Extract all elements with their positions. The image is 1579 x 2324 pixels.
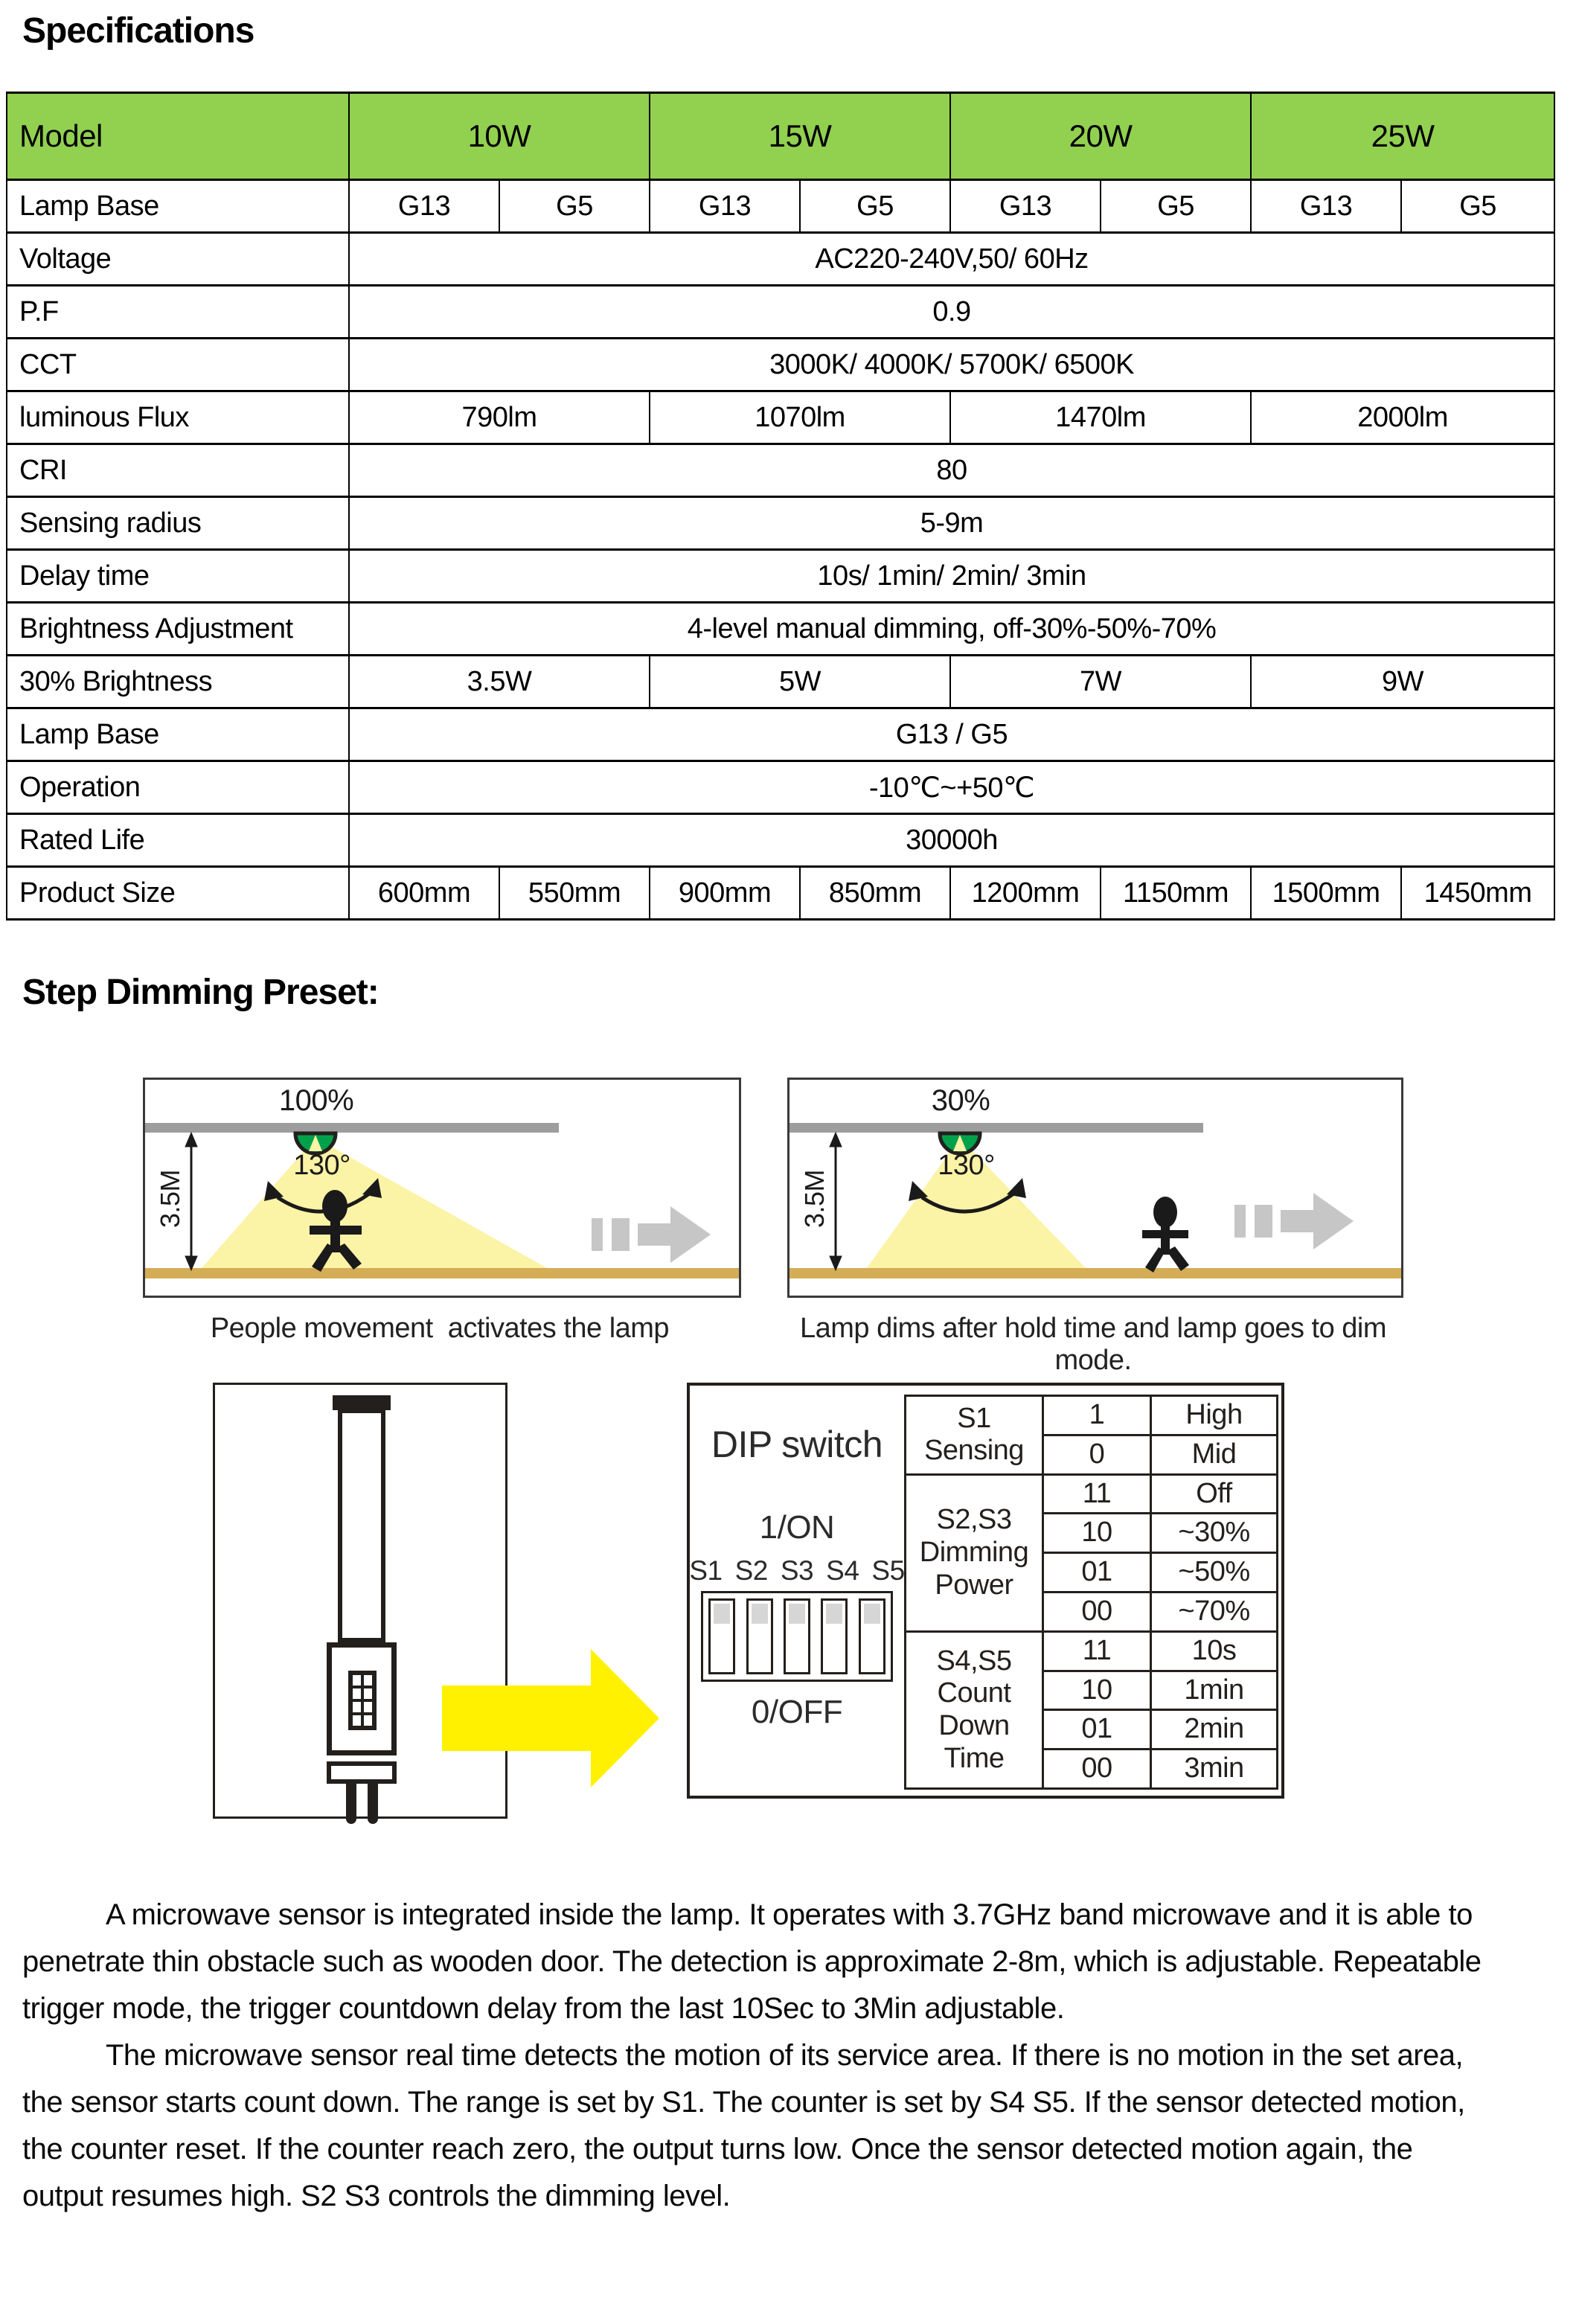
spec-cell: 850mm xyxy=(800,867,950,920)
table-row xyxy=(7,708,1554,761)
person-icon xyxy=(1142,1197,1189,1273)
dip-value: Off xyxy=(1151,1474,1278,1514)
dip-code: 11 xyxy=(1043,1474,1151,1514)
col-header-model: Model xyxy=(7,93,349,180)
table-row xyxy=(7,286,1554,339)
col-header-15w: 15W xyxy=(650,93,950,180)
dip-on-label: 1/ON xyxy=(759,1509,835,1546)
mount-height-label: 3.5M xyxy=(799,1169,830,1229)
diagram-graphics xyxy=(790,1080,1401,1296)
dip-value: 10s xyxy=(1151,1631,1278,1671)
dip-value: ~50% xyxy=(1151,1553,1278,1592)
dip-knob xyxy=(864,1604,880,1624)
height-arrow xyxy=(830,1133,842,1270)
dip-code: 01 xyxy=(1043,1553,1151,1592)
dip-value: 1min xyxy=(1151,1671,1278,1710)
motion-arrow-icon xyxy=(592,1206,711,1263)
dip-code: 1 xyxy=(1043,1396,1151,1435)
table-row xyxy=(7,339,1554,391)
light-cone xyxy=(202,1138,547,1268)
diagram-caption: Lamp dims after hold time and lamp goes to dim mode. xyxy=(799,1313,1394,1376)
paragraph: The microwave sensor real time detects the motion of its service area. If there is no motion in the set area, the sensor starts count down. The range is set by S1. The counter is set by S4 S5. If the sensor detected motion, the counter reset. If the counter reach zero, the output turns low. Once the sensor detected motion again, the output resumes high. S2 S3 controls the dimming level. xyxy=(22,2039,1465,2212)
dip-switch-panel xyxy=(687,1383,1284,1799)
floor-bar xyxy=(145,1268,739,1278)
row-label: Product Size xyxy=(7,867,349,920)
spec-cell: 4-level manual dimming, off-30%-50%-70% xyxy=(349,603,1554,656)
dip-slider xyxy=(708,1598,735,1674)
spec-cell: 30000h xyxy=(349,814,1554,867)
dip-value: Mid xyxy=(1151,1435,1278,1474)
table-row xyxy=(7,497,1554,550)
row-label: luminous Flux xyxy=(7,391,349,444)
dip-code: 01 xyxy=(1043,1710,1151,1750)
dip-slider xyxy=(746,1598,773,1674)
dip-code: 10 xyxy=(1043,1514,1151,1553)
spec-cell: -10℃~+50℃ xyxy=(349,761,1554,814)
spec-cell: 900mm xyxy=(650,867,800,920)
switch-label: S1 xyxy=(689,1555,723,1586)
mount-height-label: 3.5M xyxy=(155,1169,185,1229)
table-row xyxy=(7,391,1554,444)
row-label: Sensing radius xyxy=(7,497,349,550)
spec-cell: G5 xyxy=(499,180,650,233)
row-label: Lamp Base xyxy=(7,180,349,233)
spec-cell: 1200mm xyxy=(950,867,1101,920)
dip-code: 10 xyxy=(1043,1671,1151,1710)
dip-group-label: S2,S3 Dimming Power xyxy=(906,1474,1043,1631)
floor-bar xyxy=(790,1268,1401,1278)
dip-code: 11 xyxy=(1043,1631,1151,1671)
brightness-percent-label: 100% xyxy=(278,1084,354,1117)
table-row xyxy=(7,233,1554,286)
dip-value: High xyxy=(1151,1396,1278,1435)
row-label: Rated Life xyxy=(7,814,349,867)
dip-code: 00 xyxy=(1043,1592,1151,1631)
spec-cell: 790lm xyxy=(349,391,650,444)
dip-group-label: S4,S5 Count Down Time xyxy=(906,1631,1043,1788)
col-header-10w: 10W xyxy=(349,93,650,180)
spec-cell: 600mm xyxy=(349,867,499,920)
diagram-caption: People movement activates the lamp xyxy=(210,1313,670,1344)
dip-settings-table xyxy=(904,1395,1278,1790)
row-label: Lamp Base xyxy=(7,708,349,761)
spec-cell: G5 xyxy=(1401,180,1554,233)
spec-table xyxy=(6,92,1555,921)
paragraph: A microwave sensor is integrated inside the lamp. It operates with 3.7GHz band microwave and it is able to penetrate thin obstacle such as wooden door. The detection is approximate 2-8m, which is adjustable. Repeatable trigger mode, the trigger countdown delay from the last 10Sec to 3Min adjustable. xyxy=(22,1898,1482,2025)
switch-label: S4 xyxy=(826,1555,859,1586)
beam-angle-label: 130° xyxy=(293,1150,350,1181)
dip-knob xyxy=(826,1604,842,1624)
height-arrow xyxy=(185,1133,197,1270)
table-row xyxy=(7,761,1554,814)
spec-cell: 3000K/ 4000K/ 5700K/ 6500K xyxy=(349,339,1554,391)
dip-title: DIP switch xyxy=(711,1424,883,1465)
pointer-arrow-head-icon xyxy=(591,1649,659,1787)
spec-cell: 1450mm xyxy=(1401,867,1554,920)
spec-cell: 1150mm xyxy=(1101,867,1251,920)
pointer-arrow-icon xyxy=(442,1686,591,1751)
brightness-percent-label: 30% xyxy=(931,1084,990,1117)
spec-cell: G13 xyxy=(1251,180,1401,233)
spec-cell: 10s/ 1min/ 2min/ 3min xyxy=(349,550,1554,603)
spec-cell: 550mm xyxy=(499,867,650,920)
spec-cell: G13 xyxy=(650,180,800,233)
ceiling-bar xyxy=(145,1123,559,1133)
switch-label: S5 xyxy=(871,1555,905,1586)
row-label: Operation xyxy=(7,761,349,814)
dip-value: 2min xyxy=(1151,1710,1278,1750)
dip-value: 3min xyxy=(1151,1750,1278,1789)
beam-angle-label: 130° xyxy=(938,1150,995,1181)
lamp-pin xyxy=(368,1784,378,1824)
spec-cell: G13 xyxy=(950,180,1101,233)
spec-cell: 1470lm xyxy=(950,391,1251,444)
table-row xyxy=(906,1474,1278,1514)
table-row xyxy=(7,603,1554,656)
dip-group-label: S1 Sensing xyxy=(906,1396,1043,1475)
spec-cell: G13 / G5 xyxy=(349,708,1554,761)
lamp-pin xyxy=(346,1784,356,1824)
spec-cell: 2000lm xyxy=(1251,391,1554,444)
table-row xyxy=(7,550,1554,603)
table-row xyxy=(906,1631,1278,1671)
spec-cell: G13 xyxy=(349,180,499,233)
dip-value: ~70% xyxy=(1151,1592,1278,1631)
row-label: 30% Brightness xyxy=(7,656,349,708)
tube-end-cap xyxy=(333,1395,391,1410)
dip-code: 0 xyxy=(1043,1435,1151,1474)
tube-base xyxy=(327,1761,397,1784)
row-label: Delay time xyxy=(7,550,349,603)
lamp-tube-figure xyxy=(213,1383,507,1819)
page-title: Specifications xyxy=(22,11,254,51)
dip-value: ~30% xyxy=(1151,1514,1278,1553)
dip-slider xyxy=(821,1598,848,1674)
diagram-full-brightness xyxy=(143,1078,741,1298)
ceiling-bar xyxy=(790,1123,1203,1133)
dip-slider xyxy=(859,1598,885,1674)
switch-label: S2 xyxy=(734,1555,768,1586)
dip-off-label: 0/OFF xyxy=(751,1694,843,1730)
dip-slider xyxy=(784,1598,810,1674)
row-label: CRI xyxy=(7,444,349,497)
dip-knob xyxy=(752,1604,768,1624)
table-row xyxy=(7,814,1554,867)
table-row xyxy=(7,180,1554,233)
section-title: Step Dimming Preset: xyxy=(22,973,379,1012)
table-row xyxy=(7,656,1554,708)
description-text xyxy=(22,1892,1484,2220)
col-header-20w: 20W xyxy=(950,93,1251,180)
motion-arrow-icon xyxy=(1234,1193,1354,1249)
spec-cell: 0.9 xyxy=(349,286,1554,339)
spec-cell: G5 xyxy=(800,180,950,233)
spec-cell: 1500mm xyxy=(1251,867,1401,920)
spec-cell: AC220-240V,50/ 60Hz xyxy=(349,233,1554,286)
row-label: P.F xyxy=(7,286,349,339)
spec-cell: G5 xyxy=(1101,180,1251,233)
dip-switch-bank xyxy=(701,1591,893,1682)
dip-knob xyxy=(789,1604,805,1624)
spec-cell: 1070lm xyxy=(650,391,950,444)
row-label: Brightness Adjustment xyxy=(7,603,349,656)
table-row xyxy=(7,93,1554,180)
dip-switch-window-icon xyxy=(348,1671,377,1730)
table-row xyxy=(7,444,1554,497)
spec-cell: 9W xyxy=(1251,656,1554,708)
dip-switch-names xyxy=(689,1555,904,1587)
dip-knob xyxy=(714,1604,730,1624)
tube-body xyxy=(338,1409,385,1642)
dip-switch-graphic xyxy=(690,1386,904,1796)
row-label: Voltage xyxy=(7,233,349,286)
table-row xyxy=(7,867,1554,920)
spec-cell: 5-9m xyxy=(349,497,1554,550)
row-label: CCT xyxy=(7,339,349,391)
dip-code: 00 xyxy=(1043,1750,1151,1789)
table-row xyxy=(906,1396,1278,1435)
spec-cell: 3.5W xyxy=(349,656,650,708)
spec-cell: 7W xyxy=(950,656,1251,708)
diagram-dim-mode xyxy=(787,1078,1403,1298)
diagram-graphics xyxy=(145,1080,739,1296)
col-header-25w: 25W xyxy=(1251,93,1554,180)
spec-cell: 80 xyxy=(349,444,1554,497)
switch-label: S3 xyxy=(780,1555,814,1586)
spec-cell: 5W xyxy=(650,656,950,708)
